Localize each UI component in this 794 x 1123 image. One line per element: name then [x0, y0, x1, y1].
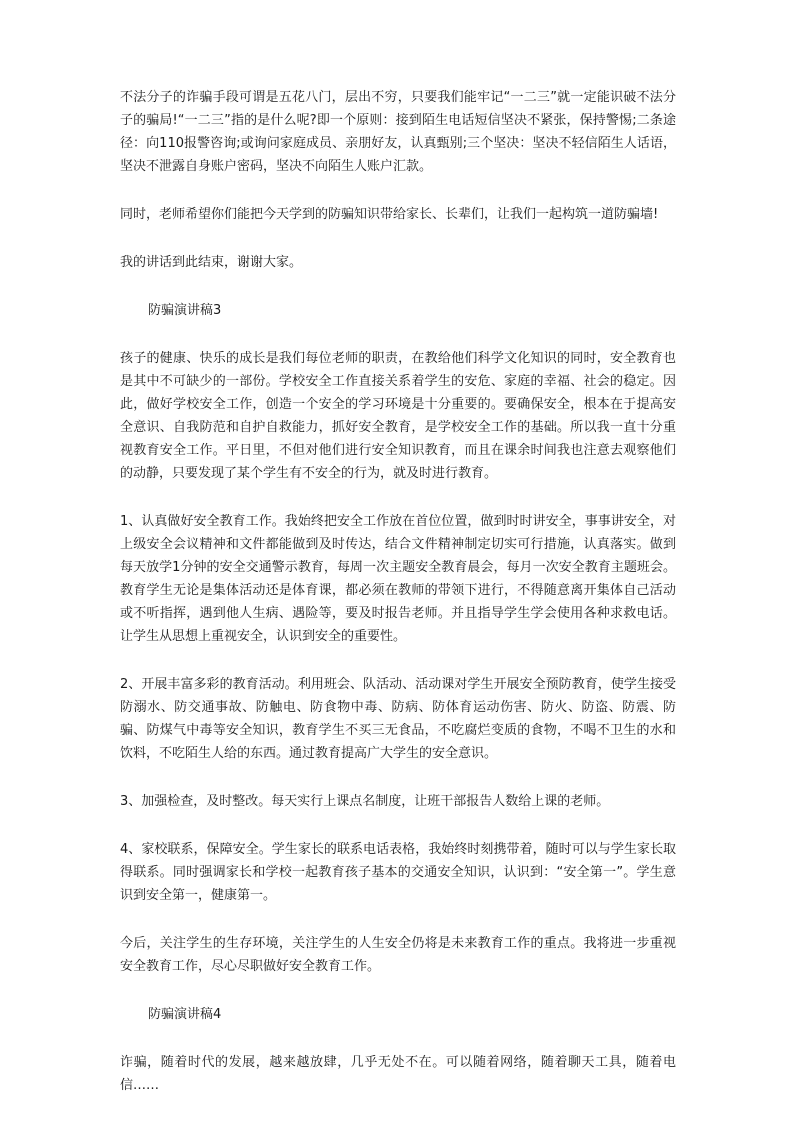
paragraph-intro-safety: 孩子的健康、快乐的成长是我们每位老师的职责，在教给他们科学文化知识的同时，安全教育也是其中不可缺少的一部份。学校安全工作直接关系着学生的安危、家庭的幸福、社会的稳定。因此，做好学校安全工作，创造一个安全的学习环境是十分重要的。要确保安全，根本在于提高安全意识、自我防范和自护自救能力，抓好安全教育，是学校安全工作的基础。所以我一直十分重视教育安全工作。平日里，不但对他们进行安全知识教育，而且在课余时间我也注意去观察他们的动静，只要发现了某个学生有不安全的行为，就及时进行教育。 [120, 351, 676, 481]
paragraph-point-2: 2、开展丰富多彩的教育活动。利用班会、队活动、活动课对学生开展安全预防教育，使学生接受防溺水、防交通事故、防触电、防食物中毒、防病、防体育运动伤害、防火、防盗、防震、防骗、防煤气中毒等安全知识，教育学生不买三无食品，不吃腐烂变质的食物，不喝不卫生的水和饮料，不吃陌生人给的东西。通过教育提高广大学生的安全意识。 [120, 677, 676, 761]
paragraph-anti-fraud-rules: 不法分子的诈骗手段可谓是五花八门，层出不穷，只要我们能牢记“一二三”就一定能识破不法分子的骗局!“一二三”指的是什么呢?即一个原则：接到陌生电话短信坚决不紧张，保持警惕;二条途径：向110报警咨询;或询问家庭成员、亲朋好友，认真甄别;三个坚决：坚决不轻信陌生人话语，坚决不泄露自身账户密码，坚决不向陌生人账户汇款。 [120, 90, 676, 174]
paragraph-point-1: 1、认真做好安全教育工作。我始终把安全工作放在首位位置，做到时时讲安全，事事讲安全，对上级安全会议精神和文件都能做到及时传达，结合文件精神制定切实可行措施，认真落实。做到每天放学1分钟的安全交通警示教育，每周一次主题安全教育晨会，每月一次安全教育主题班会。教育学生无论是集体活动还是体育课，都必须在教师的带领下进行，不得随意离开集体自己活动或不听指挥，遇到他人生病、遇险等，要及时报告老师。并且指导学生学会使用各种求救电话。让学生从思想上重视安全，认识到安全的重要性。 [120, 514, 676, 644]
paragraph-closing: 我的讲话到此结束，谢谢大家。 [120, 255, 303, 270]
paragraph-point-3: 3、加强检查，及时整改。每天实行上课点名制度，让班干部报告人数给上课的老师。 [120, 794, 610, 809]
paragraph-future: 今后，关注学生的生存环境，关注学生的人生安全仍将是未来教育工作的重点。我将进一步重视安全教育工作，尽心尽职做好安全教育工作。 [120, 936, 676, 974]
document-page [120, 86, 676, 1122]
paragraph-teacher-hope: 同时，老师希望你们能把今天学到的防骗知识带给家长、长辈们，让我们一起构筑一道防骗墙! [120, 207, 659, 222]
paragraph-fraud-intro: 诈骗，随着时代的发展，越来越放肆，几乎无处不在。可以随着网络，随着聊天工具，随着电信…… [120, 1055, 676, 1093]
paragraph-point-4: 4、家校联系，保障安全。学生家长的联系电话表格，我始终时刻携带着，随时可以与学生家长取得联系。同时强调家长和学校一起教育孩子基本的交通安全知识，认识到：“安全第一”。学生意识到安全第一，健康第一。 [120, 842, 676, 903]
section-heading-4: 防骗演讲稿4 [148, 1007, 222, 1022]
section-heading-3: 防骗演讲稿3 [148, 303, 222, 318]
